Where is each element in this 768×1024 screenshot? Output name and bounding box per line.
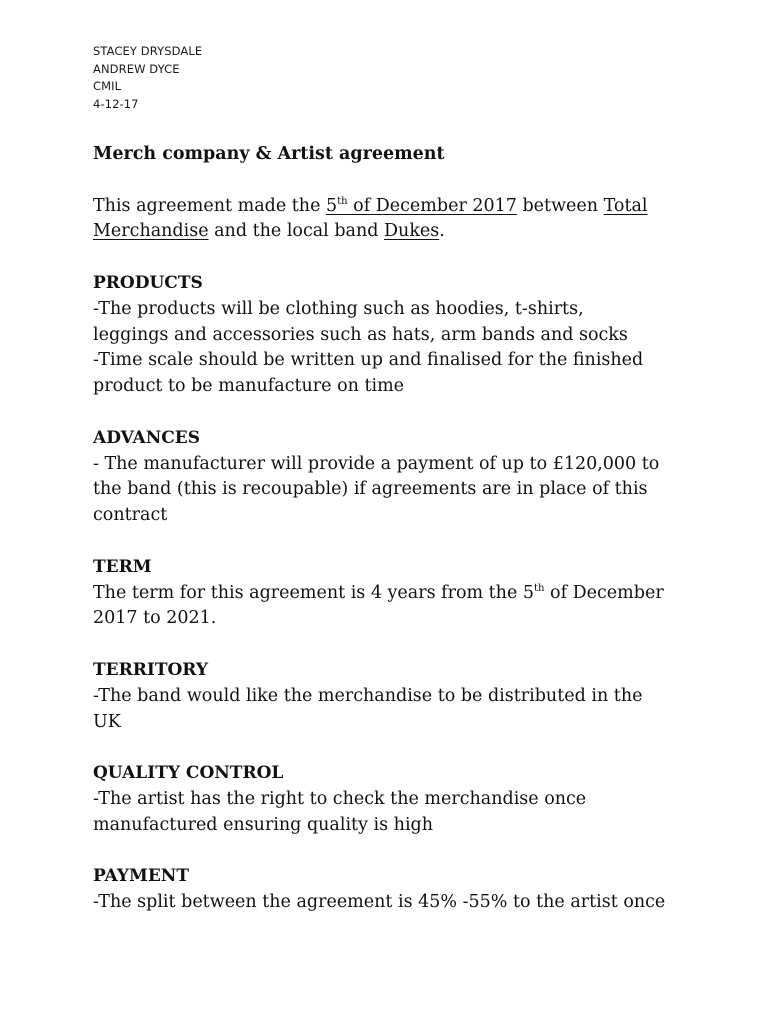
document-body bbox=[93, 142, 693, 916]
section-line: -The split between the agreement is 45% -55% to the artist once bbox=[93, 892, 666, 913]
intro-text-between: between bbox=[516, 195, 604, 216]
section-line: UK bbox=[93, 711, 121, 732]
section-payment bbox=[93, 864, 693, 916]
author-header bbox=[93, 43, 202, 113]
term-text-a: The term for this agreement is 4 years from the 5 bbox=[93, 582, 535, 603]
section-line: - The manufacturer will provide a payment of up to £120,000 to bbox=[93, 453, 660, 474]
section-line: -The band would like the merchandise to be distributed in the bbox=[93, 685, 643, 706]
section-line: product to be manufacture on time bbox=[93, 376, 405, 397]
section-line: -The artist has the right to check the merchandise once bbox=[93, 788, 587, 809]
section-quality-control bbox=[93, 761, 693, 838]
section-heading: PRODUCTS bbox=[93, 272, 203, 293]
header-course: CMIL bbox=[93, 79, 122, 93]
section-term bbox=[93, 555, 693, 632]
agreement-date bbox=[326, 196, 517, 216]
section-line: leggings and accessories such as hats, arm bands and socks bbox=[93, 324, 628, 345]
header-author-2: ANDREW DYCE bbox=[93, 61, 180, 76]
header-date: 4-12-17 bbox=[93, 96, 139, 111]
intro-paragraph bbox=[93, 194, 693, 246]
section-territory bbox=[93, 658, 693, 735]
section-line: 2017 to 2021. bbox=[93, 608, 217, 629]
section-line: contract bbox=[93, 505, 168, 526]
header-author-1: STACEY DRYSDALE bbox=[93, 44, 203, 58]
company-name-part-2: Merchandise bbox=[93, 221, 209, 242]
term-text-b: of December bbox=[544, 582, 664, 603]
section-line: manufactured ensuring quality is high bbox=[93, 814, 434, 835]
intro-text: This agreement made the bbox=[93, 195, 326, 216]
agreement-date-month-year: of December 2017 bbox=[347, 195, 517, 216]
term-date-suffix: th bbox=[534, 582, 545, 594]
intro-period: . bbox=[439, 221, 445, 242]
intro-line-1 bbox=[93, 194, 693, 220]
document-title: Merch company & Artist agreement bbox=[93, 144, 445, 164]
agreement-date-day: 5 bbox=[326, 195, 338, 216]
section-products bbox=[93, 271, 693, 400]
section-advances bbox=[93, 426, 693, 529]
section-heading: ADVANCES bbox=[93, 427, 200, 448]
intro-text-band: and the local band bbox=[208, 221, 385, 242]
band-name: Dukes bbox=[384, 221, 440, 242]
section-heading: PAYMENT bbox=[93, 866, 189, 887]
section-heading: TERM bbox=[93, 556, 152, 577]
section-line: the band (this is recoupable) if agreements are in place of this bbox=[93, 479, 648, 500]
intro-line-2 bbox=[93, 219, 693, 245]
section-line: -The products will be clothing such as hoodies, t-shirts, bbox=[93, 298, 584, 319]
section-heading: TERRITORY bbox=[93, 659, 209, 680]
section-line: -Time scale should be written up and finalised for the finished bbox=[93, 350, 644, 371]
agreement-date-suffix: th bbox=[337, 195, 348, 207]
company-name-part-1: Total bbox=[603, 195, 648, 216]
section-line bbox=[93, 581, 693, 607]
section-heading: QUALITY CONTROL bbox=[93, 763, 284, 784]
